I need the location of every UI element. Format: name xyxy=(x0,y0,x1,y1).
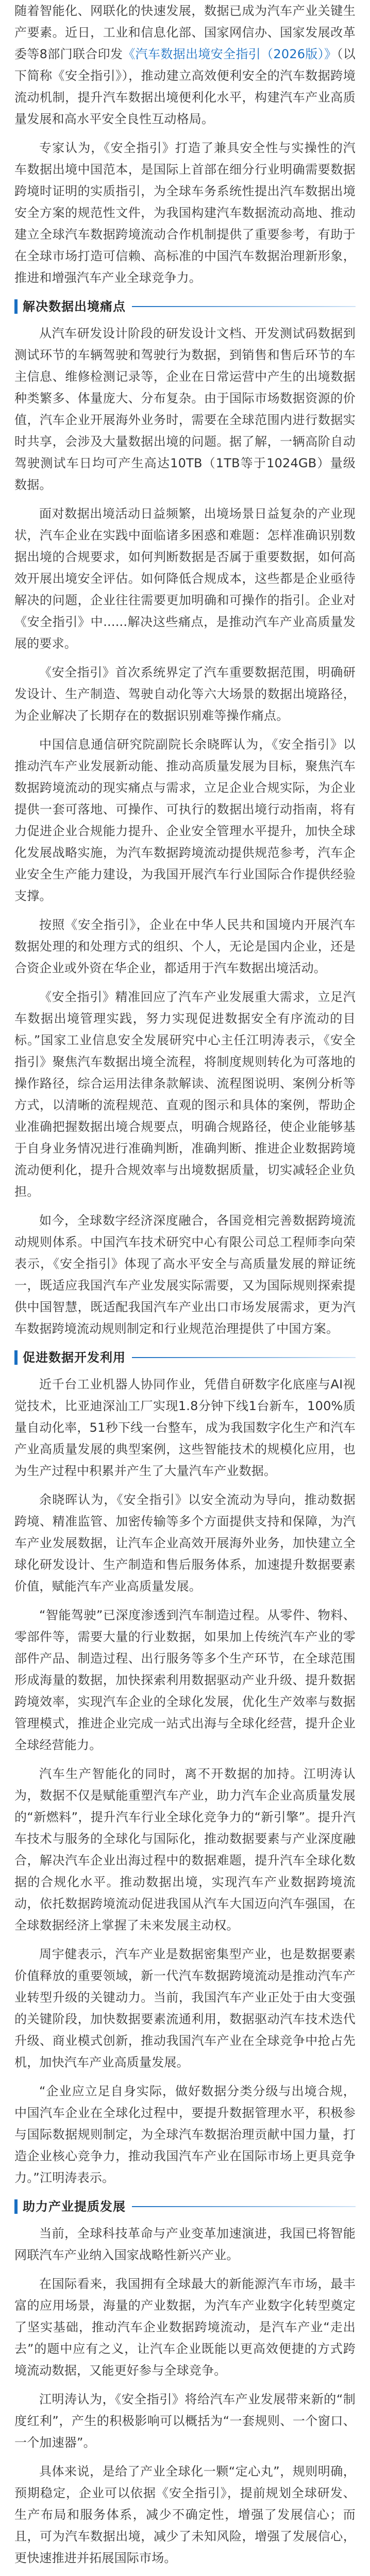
paragraph: 中国信息通信研究院副院长余晓晖认为，《安全指引》以推动汽车产业发展新动能、推动高质量发展为目标，聚焦汽车数据跨境流动的现实痛点与需求，立足企业合规实际，为企业提供一套可落地、可操作、可执行的数据出境行动指南，将有力促进企业合规能力提升、企业安全管理水平提升，加快全球化发展战略实施，为汽车数据跨境流动提供规范参考，汽车企业安全生产能力建设，为我国开展汽车行业国际合作提供经验支撑。 xyxy=(14,737,356,903)
paragraph: 在国际看来，我国拥有全球最大的新能源汽车市场，最丰富的应用场景，海量的产业数据，为汽车产业数字化转型奠定了坚实基础，推动汽车企业数据跨境流动，是汽车产业“走出去”的题中应有之义，让汽车企业既能以更高效便捷的方式跨境流动数据，又能更好参与全球竞争。 xyxy=(14,2277,356,2378)
paragraph: 余晓晖认为，《安全指引》以安全流动为导向，推动数据跨境、精准监管、加密传输等多个方面提供支持和保障，为汽车产业发展数据，让汽车企业高效开展海外业务，加快建立全球化研发设计、生产制造和售后服务体系，加速提升数据要素价值，赋能汽车产业高质量发展。 xyxy=(14,1493,356,1594)
paragraph: 周宇健表示，汽车产业是数据密集型产业，也是数据要素价值释放的重要领域，新一代汽车数据跨境流动是推动汽车产业转型升级的关键动力。当前，我国汽车产业正处于由大变强的关键阶段，加快数据要素流通利用，数据驱动汽车技术迭代升级、商业模式创新，推动我国汽车产业在全球竞争中抢占先机，加快汽车产业高质量发展。 xyxy=(14,1947,356,2070)
section-title-text: 促进数据开发利用 xyxy=(23,1350,126,1365)
paragraph: 《安全指引》首次系统界定了汽车重要数据范围，明确研发设计、生产制造、驾驶自动化等六大场景的数据出境路径，为企业解决了长期存在的数据识别难等操作痛点。 xyxy=(14,665,356,723)
section-title-text: 解决数据出境痛点 xyxy=(23,299,126,314)
paragraph: 如今，全球数字经济深度融合，各国竞相完善数据跨境流动规则体系。中国汽车技术研究中心有限公司总工程师李向荣表示，《安全指引》体现了高水平安全与高质量发展的辩证统一，既适应我国汽车产业发展实际需要，又为国际规则探索提供中国智慧，既适配我国汽车产业出口市场发展需求，更为汽车数据跨境流动规则制定和行业规范治理提供了中国方案。 xyxy=(14,1213,356,1336)
paragraph: “企业应立足自身实际，做好数据分类分级与出境合规，中国汽车企业在全球化过程中，要提升数据管理水平，积极参与国际数据规则制定，为全球汽车数据治理贡献中国力量，打造企业核心竞争力，推动我国汽车产业在国际市场上更具竞争力。”江明涛表示。 xyxy=(14,2084,356,2185)
section-heading-2 xyxy=(14,1349,356,1366)
section-divider xyxy=(132,306,356,307)
section-heading-1 xyxy=(14,298,356,315)
intro-text-a: 随着智能化、网联化的快速发展，数据已成为汽车产业关键生产要素。近日，工业和信息化部、国家网信办、国家发展改革委等8部门联合印发 xyxy=(14,4,356,61)
paragraph: 江明涛认为，《安全指引》将给汽车产业发展带来新的“制度红利”，产生的积极影响可以概括为“一套规则、一个窗口、一个加速器”。 xyxy=(14,2392,356,2450)
section-divider xyxy=(132,1357,356,1358)
intro-paragraph xyxy=(14,0,356,130)
paragraph: 《安全指引》精准回应了汽车产业发展重大需求，立足汽车数据出境管理实践，努力实现促进数据安全有序流动的目标。”国家工业信息安全发展研究中心主任江明涛表示，《安全指引》聚焦汽车数据出境全流程，将制度规则转化为可落地的操作路径，综合运用法律条款解读、流程图说明、案例分析等方式，以清晰的流程规范、直观的图示和具体的案例，帮助企业准确把握数据出境合规要点，明确合规路径，使企业能够基于自身业务情况进行准确判断，准确判断、推进企业数据跨境流动便利化，提升合规效率与出境数据质量，切实减轻企业负担。 xyxy=(14,990,356,1199)
paragraph: “智能驾驶”已深度渗透到汽车制造过程。从零件、物料、零部件等，需要大量的行业数据，如果加上传统汽车产业的零部件产品、制造过程、出行服务等多个生产环节，在全球范围形成海量的数据，加快探索利用数据驱动产业升级、提升数据跨境效率，实现汽车企业的全球化发展，优化生产效率与数据管理模式，推进企业完成一站式出海与全球化经营，提升企业全球经营能力。 xyxy=(14,1608,356,1752)
section-title-text: 助力产业提质发展 xyxy=(23,2199,126,2214)
document-title-link[interactable]: 《汽车数据出境安全指引（2026版）》 xyxy=(123,47,337,61)
paragraph: 具体来说，是给了产业全球化一颗“定心丸”，规则明确，预期稳定，企业可以依据《安全指引》，提前规划全球研发、生产布局和服务体系，减少不确定性，增强了发展信心；而且，可为汽车数据出境，减少了未知风险，增强了发展信心，更快速推进并拓展国际市场。 xyxy=(14,2464,356,2565)
section-bar-icon xyxy=(14,2199,18,2214)
paragraph: 面对数据出境活动日益频繁，出境场景日益复杂的产业现状，汽车企业在实践中面临诸多困惑和难题：怎样准确识别数据出境的合规要求，如何判断数据是否属于重要数据，如何高效开展出境安全评估。如何降低合规成本，这些都是企业亟待解决的问题，企业往往需要更加明确和可操作的指引。企业对《安全指引》中......解决这些痛点，是推动汽车产业高质量发展的要求。 xyxy=(14,506,356,651)
section-heading-3 xyxy=(14,2198,356,2215)
paragraph: 从汽车研发设计阶段的研发设计文档、开发测试码数据到测试环节的车辆驾驶和驾驶行为数据，到销售和售后环节的车主信息、维修检测记录等，企业在日常运营中产生的出境数据种类繁多、体量庞大、分布复杂。由于国际市场数据资源的价值，汽车企业开展海外业务时，需要在全球范围内进行数据实时共享，会涉及大量数据出境的问题。据了解，一辆高阶自动驾驶测试车日均可产生高达10TB（1TB等于1024GB）量级数据。 xyxy=(14,326,356,492)
section-divider xyxy=(132,2206,356,2207)
paragraph: 近千台工业机器人协同作业，凭借自研数字化底座与AI视觉技术，比亚迪深汕工厂实现1.8分钟下线1台新车，100%质量自动化率，51秒下线一台整车，成为我国数字化生产和汽车产业高质量发展的典型案例，这些智能技术的规模化应用，也为生产过程中积累并产生了大量汽车产业数据。 xyxy=(14,1377,356,1478)
paragraph: 汽车生产智能化的同时，离不开数据的加持。江明涛认为，数据不仅是赋能重塑汽车产业，助力汽车企业高质量发展的“新燃料”，提升汽车行业全球化竞争力的“新引擎”。提升汽车技术与服务的全球化与国际化，推动数据要素与产业深度融合，解决汽车企业出海过程中的数据难题，提升汽车全球化数据的合规化水平。推动数据出境，实现汽车产业数据跨境流动，依托数据跨境流动促进我国从汽车大国迈向汽车强国，在全球数据经济上掌握了未来发展主动权。 xyxy=(14,1767,356,1933)
paragraph: 按照《安全指引》，企业在中华人民共和国境内开展汽车数据处理的和处理方式的组织、个人，无论是国内企业，还是合资企业或外资在华企业，都适用于汽车数据出境活动。 xyxy=(14,918,356,975)
intro-text-b: （以下简称《安全指引》），推动建立高效便利安全的汽车数据跨境流动机制，提升汽车数据出境便利化水平，构建汽车产业高质量发展和高水平安全良性互动格局。 xyxy=(14,47,356,126)
section-bar-icon xyxy=(14,1350,18,1365)
intro-paragraph-2: 专家认为，《安全指引》打造了兼具安全性与实操性的汽车数据出境中国范本，是国际上首部在细分行业明确需要数据跨境时证明的实质指引，为全球车务系统性提出汽车数据出境安全方案的规范性文件，为我国构建汽车数据流动高地、推动建立全球汽车数据跨境流动合作机制提供了重要参考，有助于在全球市场打造可信赖、高标准的中国汽车数据治理新形象，推进和增强汽车产业全球竞争力。 xyxy=(14,141,356,285)
paragraph: 当前，全球科技革命与产业变革加速演进，我国已将智能网联汽车产业纳入国家战略性新兴产业。 xyxy=(14,2226,356,2262)
section-bar-icon xyxy=(14,299,18,314)
